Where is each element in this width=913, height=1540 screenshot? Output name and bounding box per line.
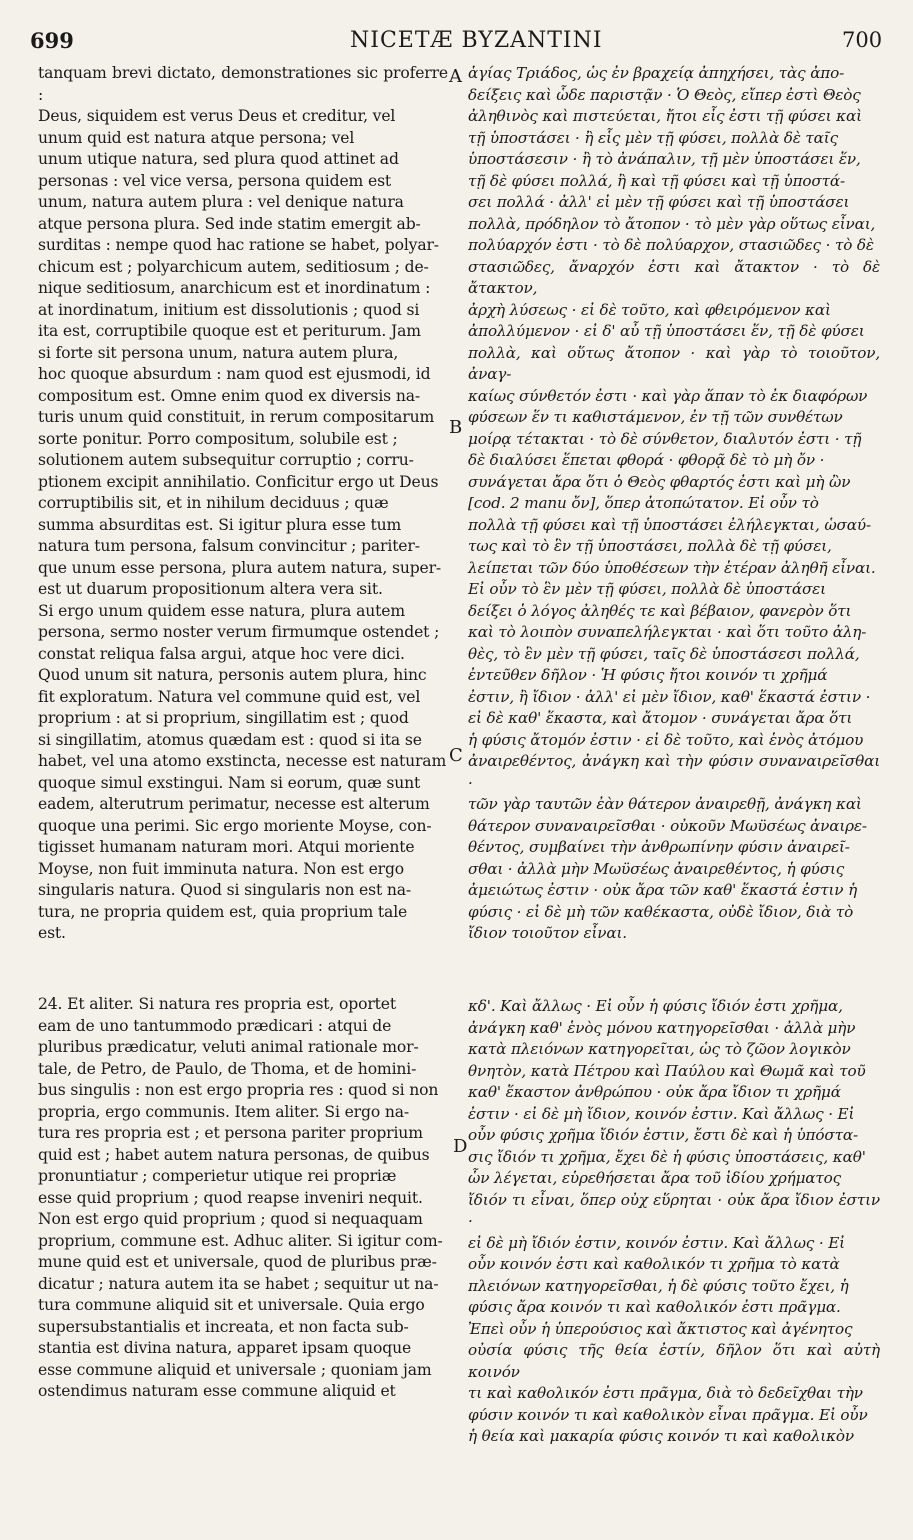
margin-marker-c: C xyxy=(449,745,463,766)
greek-paragraph-2: κδ'. Καὶ ἄλλως · Εἰ οὖν ἡ φύσις ἴδιόν ἐστι χρῆμα, ἀνάγκη καθ' ἑνὸς μόνου κατηγορεῖσθαι · ἀλλὰ μὴν κατὰ πλειόνων κατηγορεῖται, ὡς τὸ ζῶον λογικὸν θνητὸν, κατὰ Πέτρου καὶ Παύλου καὶ Θωμᾶ καὶ τοῦ καθ' ἕκαστον ἀνθρώπου · οὐκ ἄρα ἴδιον τι χρῆμά ἐστιν · εἰ δὲ μὴ ἴδιον, κοινόν ἐστιν. Καὶ ἄλλως · Εἰ οὖν φύσις χρῆμα ἴδιόν ἐστιν, ἔστι δὲ καὶ ἡ ὑπόστα- σις ἴδιόν τι χρῆμα, ἔχει δὲ ἡ φύσις ὑποστάσεις, καθ' ὧν λέγεται, εὑρεθήσεται ἄρα τοῦ ἰδίου χρήματος ἴδιόν τι εἶναι, ὅπερ οὐχ εὕρηται · οὐκ ἄρα ἴδιον ἐστιν · εἰ δὲ μὴ ἴδιόν ἐστιν, κοινόν ἐστιν. Καὶ ἄλλως · Εἰ οὖν κοινόν ἐστι καὶ καθολικόν τι χρῆμα τὸ κατὰ πλειόνων κατηγορεῖσθαι, ἡ δὲ φύσις τοῦτο ἔχει, ἡ φύσις ἄρα κοινόν τι καὶ καθολικόν ἐστι πρᾶγμα. Ἐπεὶ οὖν ἡ ὑπερούσιος καὶ ἄκτιστος καὶ ἀγένητος οὐσία φύσις τῆς θεία ἐστίν, δῆλον ὅτι καὶ αὐτὴ κοινόν τι καὶ καθολικόν ἐστι πρᾶγμα, διὰ τὸ δεδεῖχθαι τὴν φύσιν κοινόν τι καὶ καθολικὸν εἶναι πρᾶγμα. Εἰ οὖν ἡ θεία καὶ μακαρία φύσις κοινόν τι καὶ καθολικὸν xyxy=(468,997,880,1445)
page-number-left: 699 xyxy=(30,28,74,53)
latin-paragraph-1: tanquam brevi dictato, demonstrationes sic proferre : Deus, siquidem est verus Deus et creditur, vel unum quid est natura atque persona; vel unum utique natura, sed plura quod attinet ad personas : vel vice versa, persona quidem est unum, natura autem plura : vel denique natura atque persona plura. Sed inde statim emergit ab- surditas : nempe quod hac ratione se habet, polyar- chicum est ; polyarchicum autem, seditiosum ; de- nique seditiosum, anarchicum est et inordinatum : at inordinatum, initium est dissolutionis ; quod si ita est, corruptibile quoque est et periturum. Jam si forte sit persona unum, natura autem plura, hoc quoque absurdum : nam quod est ejusmodi, id compositum est. Omne enim quod ex diversis na- turis unum quid constituit, in rerum compositarum sorte ponitur. Porro compositum, solubile est ; solutionem autem subsequitur corruptio ; corru- ptionem excipit annihilatio. Conficitur ergo ut Deus corruptibilis sit, et in nihilum deciduus ; quæ summa absurditas est. Si igitur plura esse tum natura tum persona, falsum convincitur ; pariter- que unum esse persona, plura autem natura, super- est ut duarum propositionum altera vera sit. Si ergo unum quidem esse natura, plura autem persona, sermo noster verum firmumque ostendet ; constat reliqua falsa argui, atque hoc vere dici. Quod unum sit natura, personis autem plura, hinc fit exploratum. Natura vel commune quid est, vel proprium : at si proprium, singillatim est ; quod si singillatim, atomus quædam est : quod si ita se habet, vel una atomo exstincta, necesse est naturam quoque simul exstingui. Nam si eorum, quæ sunt eadem, alterutrum perimatur, necesse est alterum quoque una perimi. Sic ergo moriente Moyse, con- tigisset humanam naturam mori. Atqui moriente Moyse, non fuit imminuta natura. Non est ergo singularis natura. Quod si singularis non est na- tura, ne propria quidem est, quia proprium tale est. xyxy=(38,64,448,942)
latin-paragraph-2: 24. Et aliter. Si natura res propria est, oportet eam de uno tantummodo prædicari : atqui de pluribus prædicatur, veluti animal rationale mor- tale, de Petro, de Paulo, de Thoma, et de homini- bus singulis : non est ergo propria res : quod si non propria, ergo communis. Item aliter. Si ergo na- tura res propria est ; et persona pariter proprium quid est ; habet autem natura personas, de quibus pronuntiatur ; comperietur utique rei propriæ esse quid proprium ; quod reapse inveniri nequit. Non est ergo quid proprium ; quod si nequaquam proprium, commune est. Adhuc aliter. Si igitur com- mune quid est et universale, quod de pluribus præ- dicatur ; natura autem ita se habet ; sequitur ut na- tura commune aliquid sit et universale. Quia ergo supersubstantialis et increata, et non facta sub- stantia est divina natura, apparet ipsam quoque esse commune aliquid et universale ; quoniam jam ostendimus naturam esse commune aliquid et xyxy=(38,995,443,1400)
running-title: NICETÆ BYZANTINI xyxy=(350,28,603,53)
greek-paragraph-1: ἁγίας Τριάδος, ὡς ἐν βραχείᾳ ἀπηχήσει, τὰς ἀπο- δείξεις καὶ ὧδε παριστᾷν · Ὁ Θεὸς, εἴπερ ἐστὶ Θεὸς ἀληθινὸς καὶ πιστεύεται, ἤτοι εἷς ἐστι τῇ φύσει καὶ τῇ ὑποστάσει · ἢ εἷς μὲν τῇ φύσει, πολλὰ δὲ ταῖς ὑποστάσεσιν · ἢ τὸ ἀνάπαλιν, τῇ μὲν ὑποστάσει ἕν, τῇ δὲ φύσει πολλά, ἢ καὶ τῇ φύσει καὶ τῇ ὑποστά- σει πολλά · ἀλλ' εἰ μὲν τῇ φύσει καὶ τῇ ὑποστάσει πολλὰ, πρόδηλον τὸ ἄτοπον · τὸ μὲν γὰρ οὕτως εἶναι, πολύαρχόν ἐστι · τὸ δὲ πολύαρχον, στασιῶδες · τὸ δὲ στασιῶδες, ἄναρχόν ἐστι καὶ ἄτακτον · τὸ δὲ ἄτακτον, ἀρχὴ λύσεως · εἰ δὲ τοῦτο, καὶ φθειρόμενον καὶ ἀπολλύμενον · εἰ δ' αὖ τῇ ὑποστάσει ἕν, τῇ δὲ φύσει πολλὰ, καὶ οὕτως ἄτοπον · καὶ γὰρ τὸ τοιοῦτον, ἀναγ- καίως σύνθετόν ἐστι · καὶ γὰρ ἅπαν τὸ ἐκ διαφόρων φύσεων ἕν τι καθιστάμενον, ἐν τῇ τῶν συνθέτων μοίρᾳ τέτακται · τὸ δὲ σύνθετον, διαλυτόν ἐστι · τῇ δὲ διαλύσει ἕπεται φθορά · φθορᾷ δὲ τὸ μὴ ὄν · συνάγεται ἄρα ὅτι ὁ Θεὸς φθαρτός ἐστι καὶ μὴ ὢν [cod. 2 manu ὄν], ὅπερ ἀτοπώτατον. Εἰ οὖν τὸ πολλὰ τῇ φύσει καὶ τῇ ὑποστάσει ἐλήλεγκται, ὡσαύ- τως καὶ τὸ ἓν τῇ ὑποστάσει, πολλὰ δὲ τῇ φύσει, λείπεται τῶν δύο ὑποθέσεων τὴν ἑτέραν ἀληθῆ εἶναι. Εἰ οὖν τὸ ἓν μὲν τῇ φύσει, πολλὰ δὲ ὑποστάσει δείξει ὁ λόγος ἀληθές τε καὶ βέβαιον, φανερὸν ὅτι καὶ τὸ λοιπὸν συναπελήλεγκται · καὶ ὅτι τοῦτο ἀλη- θὲς, τὸ ἓν μὲν τῇ φύσει, ταῖς δὲ ὑποστάσεσι πολλά, ἐντεῦθεν δῆλον · Ἡ φύσις ἤτοι κοινόν τι χρῆμά ἐστιν, ἢ ἴδιον · ἀλλ' εἰ μὲν ἴδιον, καθ' ἕκαστά ἐστιν · εἰ δὲ καθ' ἕκαστα, καὶ ἄτομον · συνάγεται ἄρα ὅτι ἡ φύσις ἄτομόν ἐστιν · εἰ δὲ τοῦτο, καὶ ἑνὸς ἀτόμου ἀναιρεθέντος, ἀνάγκη καὶ τὴν φύσιν συναναιρεῖσθαι · τῶν γὰρ ταυτῶν ἐὰν θάτερον ἀναιρεθῇ, ἀνάγκη καὶ θάτερον συναναιρεῖσθαι · οὐκοῦν Μωϋσέως ἀναιρε- θέντος, συμβαίνει τὴν ἀνθρωπίνην φύσιν ἀναιρεῖ- σθαι · ἀλλὰ μὴν Μωϋσέως ἀναιρεθέντος, ἡ φύσις ἀμειώτως ἐστιν · οὐκ ἄρα τῶν καθ' ἕκαστά ἐστιν ἡ φύσις · εἰ δὲ μὴ τῶν καθέκαστα, οὐδὲ ἴδιον, διὰ τὸ ἴδιον τοιοῦτον εἶναι. xyxy=(468,64,880,942)
page-header xyxy=(0,28,913,58)
page-number-right: 700 xyxy=(842,28,883,52)
margin-marker-a: A xyxy=(449,66,462,87)
margin-marker-b: B xyxy=(449,417,463,438)
margin-marker-d: D xyxy=(453,1136,468,1157)
